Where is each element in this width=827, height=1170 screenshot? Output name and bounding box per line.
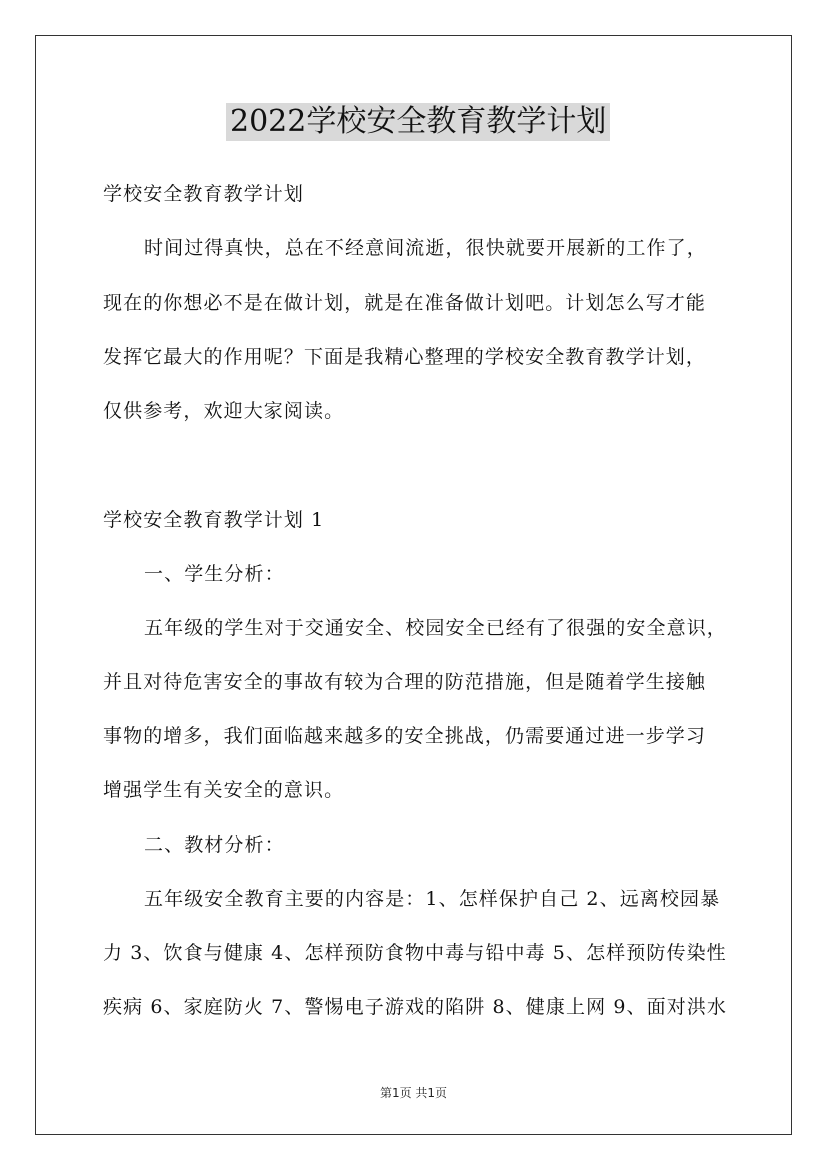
subsection-heading: 二、教材分析： [144,834,285,856]
paragraph-line: 并且对待危害安全的事故有较为合理的防范措施，但是随着学生接触 [103,671,707,693]
paragraph-line: 发挥它最大的作用呢？下面是我精心整理的学校安全教育教学计划， [103,346,707,368]
subsection-heading: 一、学生分析： [144,563,285,585]
paragraph-line: 增强学生有关安全的意识。 [103,779,345,801]
page-footer: 第1页 共1页 [379,1086,448,1100]
paragraph-line: 现在的你想必不是在做计划，就是在准备做计划吧。计划怎么写才能 [103,292,707,314]
document-title: 2022学校安全教育教学计划 [226,103,610,141]
paragraph-line: 疾病 6、家庭防火 7、警惕电子游戏的陷阱 8、健康上网 9、面对洪水 [103,996,728,1018]
paragraph-line: 仅供参考，欢迎大家阅读。 [103,400,345,422]
paragraph-line: 五年级的学生对于交通安全、校园安全已经有了很强的安全意识， [144,617,727,639]
intro-heading: 学校安全教育教学计划 [103,183,305,205]
paragraph-line: 力 3、饮食与健康 4、怎样预防食物中毒与铅中毒 5、怎样预防传染性 [103,942,727,964]
section-heading: 学校安全教育教学计划 1 [103,509,325,531]
paragraph-line: 事物的增多，我们面临越来越多的安全挑战，仍需要通过进一步学习 [103,725,707,747]
paragraph-line: 时间过得真快，总在不经意间流逝，很快就要开展新的工作了， [144,237,707,259]
paragraph-line: 五年级安全教育主要的内容是：1、怎样保护自己 2、远离校园暴 [144,888,721,910]
